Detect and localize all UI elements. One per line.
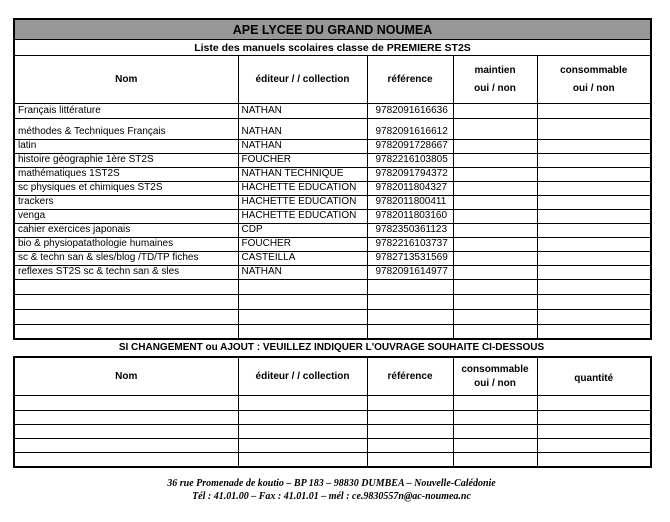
- cell-editeur: HACHETTE EDUCATION: [238, 182, 367, 196]
- table-row: [14, 168, 651, 182]
- empty-cell: [453, 295, 537, 310]
- content-area: [13, 18, 650, 503]
- empty-cell: [367, 453, 453, 467]
- empty-cell: [453, 310, 537, 325]
- cell-reference: 9782091728667: [367, 140, 453, 154]
- col-header-reference: référence: [367, 56, 453, 104]
- quantite-label: quantité: [574, 372, 614, 384]
- footer-contact: Tél : 41.01.00 – Fax : 41.01.01 – mél : ce.9830557n@ac-noumea.nc: [192, 490, 471, 502]
- cell-nom: cahier exercices japonais: [14, 224, 238, 238]
- empty-cell: [14, 439, 238, 453]
- cell-maintien: [453, 119, 537, 140]
- cell-consommable: [537, 168, 651, 182]
- col-header-consommable: [537, 56, 651, 104]
- cell-nom: sc physiques et chimiques ST2S: [14, 182, 238, 196]
- empty-cell: [367, 396, 453, 411]
- empty-table-row: [14, 280, 651, 295]
- cell-editeur: NATHAN: [238, 104, 367, 119]
- empty-cell: [367, 425, 453, 439]
- empty-cell: [238, 295, 367, 310]
- table1-header-row: [14, 56, 651, 104]
- cell-maintien: [453, 104, 537, 119]
- cell-maintien: [453, 266, 537, 280]
- empty-table-row: [14, 453, 651, 467]
- cell-maintien: [453, 196, 537, 210]
- cell-reference: 9782091794372: [367, 168, 453, 182]
- cell-consommable: [537, 210, 651, 224]
- col-header-nom: Nom: [14, 357, 238, 396]
- cell-editeur: NATHAN TECHNIQUE: [238, 168, 367, 182]
- empty-cell: [238, 280, 367, 295]
- cell-editeur: FOUCHER: [238, 154, 367, 168]
- empty-cell: [537, 325, 651, 339]
- empty-table-row: [14, 310, 651, 325]
- cell-maintien: [453, 182, 537, 196]
- empty-cell: [453, 453, 537, 467]
- empty-cell: [14, 295, 238, 310]
- cell-consommable: [537, 224, 651, 238]
- col-header-nom: Nom: [14, 56, 238, 104]
- empty-cell: [537, 396, 651, 411]
- cell-consommable: [537, 252, 651, 266]
- cell-editeur: CDP: [238, 224, 367, 238]
- cell-consommable: [537, 104, 651, 119]
- table-row: [14, 196, 651, 210]
- empty-table-row: [14, 411, 651, 425]
- empty-cell: [453, 411, 537, 425]
- cell-nom: histoire géographie 1ère ST2S: [14, 154, 238, 168]
- table-row: [14, 238, 651, 252]
- empty-table-row: [14, 425, 651, 439]
- cell-nom: venga: [14, 210, 238, 224]
- col-header-editeur: éditeur / / collection: [238, 56, 367, 104]
- empty-cell: [537, 425, 651, 439]
- cell-consommable: [537, 140, 651, 154]
- empty-cell: [14, 411, 238, 425]
- table-row: [14, 210, 651, 224]
- cell-reference: 9782713531569: [367, 252, 453, 266]
- empty-cell: [367, 310, 453, 325]
- cell-nom: latin: [14, 140, 238, 154]
- empty-cell: [238, 325, 367, 339]
- empty-cell: [14, 310, 238, 325]
- cell-reference: 9782091616636: [367, 104, 453, 119]
- footer-address: 36 rue Promenade de koutio – BP 183 – 98830 DUMBEA – Nouvelle-Calédonie: [167, 477, 496, 489]
- cell-nom: reflexes ST2S sc & techn san & sles: [14, 266, 238, 280]
- cell-editeur: CASTEILLA: [238, 252, 367, 266]
- empty-cell: [14, 453, 238, 467]
- document-footer: [13, 477, 650, 503]
- cell-consommable: [537, 182, 651, 196]
- empty-cell: [537, 411, 651, 425]
- cell-editeur: NATHAN: [238, 119, 367, 140]
- empty-cell: [537, 295, 651, 310]
- maintien-label: maintien: [474, 64, 516, 76]
- empty-cell: [453, 425, 537, 439]
- document-subtitle: Liste des manuels scolaires classe de PREMIERE ST2S: [14, 40, 651, 56]
- maintien-oui-non-label: oui / non: [474, 83, 516, 95]
- cell-editeur: FOUCHER: [238, 238, 367, 252]
- cell-reference: 9782011804327: [367, 182, 453, 196]
- table-row: [14, 266, 651, 280]
- col-header-reference: référence: [367, 357, 453, 396]
- cell-consommable: [537, 154, 651, 168]
- cell-reference: 9782091616612: [367, 119, 453, 140]
- cell-maintien: [453, 154, 537, 168]
- empty-cell: [367, 280, 453, 295]
- consommable-label: consommable: [461, 363, 529, 375]
- cell-maintien: [453, 224, 537, 238]
- cell-editeur: HACHETTE EDUCATION: [238, 210, 367, 224]
- empty-cell: [367, 325, 453, 339]
- table2-header-row: [14, 357, 651, 396]
- cell-reference: 9782011803160: [367, 210, 453, 224]
- consommable-oui-non-label: oui / non: [474, 377, 516, 389]
- empty-cell: [238, 411, 367, 425]
- cell-consommable: [537, 238, 651, 252]
- col-header-quantite: [537, 357, 651, 396]
- cell-maintien: [453, 238, 537, 252]
- empty-table-row: [14, 325, 651, 339]
- cell-maintien: [453, 140, 537, 154]
- empty-cell: [238, 310, 367, 325]
- cell-maintien: [453, 252, 537, 266]
- cell-reference: 9782350361123: [367, 224, 453, 238]
- cell-nom: bio & physiopatathologie humaines: [14, 238, 238, 252]
- table-row: [14, 104, 651, 119]
- cell-reference: 9782091614977: [367, 266, 453, 280]
- table-row: [14, 154, 651, 168]
- cell-nom: Français littérature: [14, 104, 238, 119]
- empty-cell: [238, 396, 367, 411]
- cell-reference: 9782011800411: [367, 196, 453, 210]
- title-band: [14, 19, 651, 40]
- section2-title: SI CHANGEMENT ou AJOUT : VEUILLEZ INDIQUER L'OUVRAGE SOUHAITE CI-DESSOUS: [118, 341, 545, 353]
- table-row: [14, 140, 651, 154]
- consommable-label: consommable: [560, 64, 628, 76]
- empty-cell: [453, 396, 537, 411]
- empty-cell: [14, 325, 238, 339]
- table-row: [14, 182, 651, 196]
- empty-cell: [14, 396, 238, 411]
- cell-editeur: NATHAN: [238, 140, 367, 154]
- empty-cell: [537, 439, 651, 453]
- cell-maintien: [453, 210, 537, 224]
- empty-cell: [367, 295, 453, 310]
- col-header-maintien: [453, 56, 537, 104]
- empty-cell: [238, 425, 367, 439]
- empty-cell: [453, 280, 537, 295]
- manuals-table: [13, 18, 652, 340]
- empty-cell: [453, 439, 537, 453]
- cell-reference: 9782216103737: [367, 238, 453, 252]
- empty-cell: [14, 425, 238, 439]
- col-header-editeur: éditeur / / collection: [238, 357, 367, 396]
- cell-nom: mathématiques 1ST2S: [14, 168, 238, 182]
- empty-cell: [238, 453, 367, 467]
- empty-cell: [238, 439, 367, 453]
- empty-cell: [453, 325, 537, 339]
- empty-cell: [14, 280, 238, 295]
- cell-consommable: [537, 266, 651, 280]
- empty-cell: [537, 453, 651, 467]
- cell-editeur: NATHAN: [238, 266, 367, 280]
- cell-reference: 9782216103805: [367, 154, 453, 168]
- empty-cell: [367, 411, 453, 425]
- cell-nom: méthodes & Techniques Français: [14, 119, 238, 140]
- table-row: [14, 252, 651, 266]
- empty-table-row: [14, 396, 651, 411]
- empty-cell: [537, 310, 651, 325]
- subtitle-row: [14, 40, 651, 56]
- consommable-oui-non-label: oui / non: [572, 83, 615, 95]
- change-request-table: [13, 356, 652, 468]
- cell-consommable: [537, 119, 651, 140]
- empty-table-row: [14, 439, 651, 453]
- table-row: [14, 224, 651, 238]
- empty-cell: [367, 439, 453, 453]
- cell-editeur: HACHETTE EDUCATION: [238, 196, 367, 210]
- empty-cell: [537, 280, 651, 295]
- cell-nom: trackers: [14, 196, 238, 210]
- document-page: [0, 18, 670, 522]
- cell-nom: sc & techn san & sles/blog /TD/TP fiches: [14, 252, 238, 266]
- empty-table-row: [14, 295, 651, 310]
- table-row: [14, 119, 651, 140]
- cell-maintien: [453, 168, 537, 182]
- cell-consommable: [537, 196, 651, 210]
- col-header-consommable: [453, 357, 537, 396]
- document-title: APE LYCEE DU GRAND NOUMEA: [14, 19, 651, 40]
